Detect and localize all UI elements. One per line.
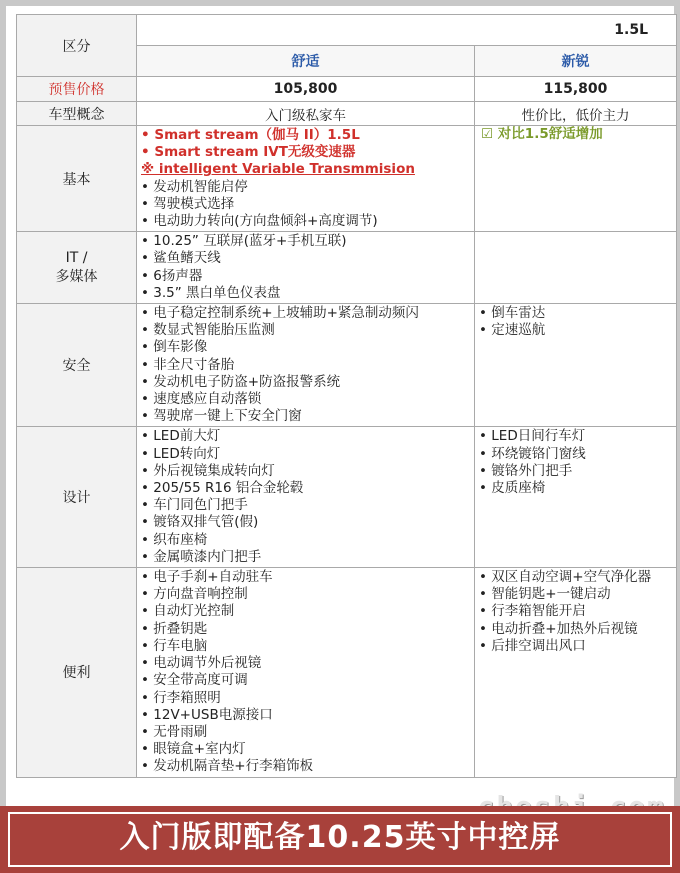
features-new: [475, 568, 677, 777]
feature-item: • 6扬声器: [141, 268, 474, 285]
feature-item: • 行李箱照明: [141, 690, 474, 707]
feature-sections: [17, 126, 677, 778]
feature-item: • LED前大灯: [141, 428, 474, 445]
feature-item: • 数显式智能胎压监测: [141, 322, 474, 339]
section-label: 便利: [17, 568, 137, 777]
feature-item: • 智能钥匙+一键启动: [479, 586, 676, 603]
feature-item: • 环绕镀铬门窗线: [479, 446, 676, 463]
feature-list: [475, 304, 676, 340]
feature-item: ※ intelligent Variable Transmmision: [141, 161, 415, 178]
price-comfort: 105,800: [137, 77, 475, 102]
feature-item: • 驾驶模式选择: [141, 196, 474, 213]
feature-item: • 速度感应自动落锁: [141, 391, 474, 408]
feature-list: [475, 568, 676, 656]
concept-new: 性价比，低价主力: [475, 102, 677, 126]
section-label: 安全: [17, 304, 137, 427]
feature-item: • 外后视镜集成转向灯: [141, 463, 474, 480]
features-comfort: [137, 568, 475, 777]
section-header-cell: 区分: [17, 15, 137, 77]
feature-item: • Smart stream（伽马 II）1.5L: [141, 127, 474, 144]
price-label: 预售价格: [17, 77, 137, 102]
feature-item: • 方向盘音响控制: [141, 586, 474, 603]
spec-table: [16, 14, 677, 778]
feature-list: [475, 427, 676, 498]
section-row: [17, 126, 677, 232]
section-row: [17, 427, 677, 568]
feature-item: • 电动折叠+加热外后视镜: [479, 621, 676, 638]
feature-item: • 织布座椅: [141, 532, 474, 549]
header-row: [17, 15, 677, 46]
engine-header: 1.5L: [137, 15, 677, 46]
feature-item: • 金属喷漆内门把手: [141, 549, 474, 566]
feature-item: • 电动调节外后视镜: [141, 655, 474, 672]
feature-item: • 镀铬双排气管(假): [141, 514, 474, 531]
section-row: [17, 304, 677, 427]
section-row: [17, 568, 677, 777]
features-comfort: [137, 304, 475, 427]
caption-banner: [0, 806, 680, 873]
feature-list: [137, 427, 474, 567]
feature-item: • 安全带高度可调: [141, 672, 474, 689]
features-comfort: [137, 232, 475, 304]
trim-comfort: 舒适: [137, 46, 475, 77]
banner-border: [8, 812, 672, 867]
feature-item: • 倒车影像: [141, 339, 474, 356]
feature-item: • 折叠钥匙: [141, 621, 474, 638]
feature-item: • LED日间行车灯: [479, 428, 676, 445]
feature-item: • 行李箱智能开启: [479, 603, 676, 620]
feature-item: • 皮质座椅: [479, 480, 676, 497]
feature-item: • 发动机隔音垫+行李箱饰板: [141, 758, 474, 775]
feature-item: • 非全尺寸备胎: [141, 357, 474, 374]
section-label: 基本: [17, 126, 137, 232]
concept-comfort: 入门级私家车: [137, 102, 475, 126]
feature-item: • 倒车雷达: [479, 305, 676, 322]
price-new: 115,800: [475, 77, 677, 102]
feature-item: • 自动灯光控制: [141, 603, 474, 620]
feature-item: • 电子稳定控制系统+上坡辅助+紧急制动频闪: [141, 305, 474, 322]
features-new: [475, 304, 677, 427]
features-comfort: [137, 126, 475, 232]
feature-item: • 鲨鱼鳍天线: [141, 250, 474, 267]
section-label: 设计: [17, 427, 137, 568]
feature-item: • 车门同色门把手: [141, 497, 474, 514]
feature-item: • 发动机智能启停: [141, 179, 474, 196]
feature-item: • 双区自动空调+空气净化器: [479, 569, 676, 586]
section-row: [17, 232, 677, 304]
feature-item: • 行车电脑: [141, 638, 474, 655]
feature-item: • 205/55 R16 铝合金轮毂: [141, 480, 474, 497]
feature-list: [137, 304, 474, 426]
features-new: [475, 232, 677, 304]
feature-item: • 镀铬外门把手: [479, 463, 676, 480]
feature-item: • Smart stream IVT无级变速器: [141, 144, 474, 161]
features-new: [475, 427, 677, 568]
price-row: [17, 77, 677, 102]
feature-list: [137, 232, 474, 303]
concept-label: 车型概念: [17, 102, 137, 126]
feature-list: [137, 126, 474, 231]
feature-item: • 眼镜盒+室内灯: [141, 741, 474, 758]
feature-item: • 10.25” 互联屏(蓝牙+手机互联): [141, 233, 474, 250]
section-label: IT / 多媒体: [17, 232, 137, 304]
feature-item: • 后排空调出风口: [479, 638, 676, 655]
feature-item: • 定速巡航: [479, 322, 676, 339]
feature-item: • 驾驶席一键上下安全门窗: [141, 408, 474, 425]
features-new: [475, 126, 677, 232]
feature-item: • 电子手刹+自动驻车: [141, 569, 474, 586]
banner-text: 入门版即配备10.25英寸中控屏: [119, 820, 561, 855]
feature-item: • 电动助力转向(方向盘倾斜+高度调节): [141, 213, 474, 230]
feature-list: [137, 568, 474, 776]
compare-note: ☑ 对比1.5舒适增加: [481, 126, 603, 142]
concept-row: [17, 102, 677, 126]
feature-item: • LED转向灯: [141, 446, 474, 463]
feature-item: • 3.5” 黑白单色仪表盘: [141, 285, 474, 302]
features-comfort: [137, 427, 475, 568]
feature-item: • 发动机电子防盗+防盗报警系统: [141, 374, 474, 391]
trim-new: 新锐: [475, 46, 677, 77]
feature-item: • 12V+USB电源接口: [141, 707, 474, 724]
feature-item: • 无骨雨刷: [141, 724, 474, 741]
